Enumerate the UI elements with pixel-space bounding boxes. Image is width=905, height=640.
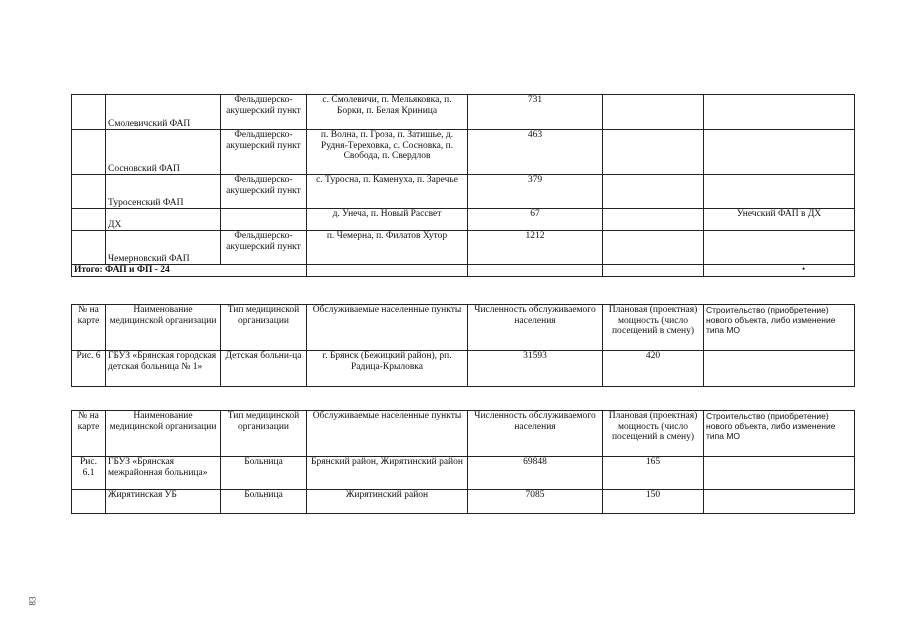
capacity-cell <box>603 175 704 209</box>
capacity-cell: 420 <box>603 351 704 387</box>
capacity-cell <box>603 130 704 175</box>
header-capacity: Плановая (проектная) мощность (число посещений в смену) <box>603 305 704 351</box>
table-row <box>72 95 855 130</box>
construction-cell <box>704 95 855 130</box>
table-row <box>72 231 855 265</box>
construction-cell <box>704 175 855 209</box>
header-num: № на карте <box>72 305 106 351</box>
places-cell: Жирятинский район <box>307 490 468 514</box>
num-cell: Рис. 6.1 <box>72 457 106 490</box>
type-cell: Фельдшерско-акушерский пункт <box>221 175 307 209</box>
table-row <box>72 351 855 387</box>
places-cell: с. Смолевичи, п. Мельяковка, п. Борки, п. Белая Криница <box>307 95 468 130</box>
construction-cell <box>704 231 855 265</box>
header-capacity: Плановая (проектная) мощность (число посещений в смену) <box>603 411 704 457</box>
name-cell: Жирятинская УБ <box>106 490 221 514</box>
num-cell <box>72 130 106 175</box>
header-places: Обслуживаемые населенные пункты <box>307 305 468 351</box>
page-number: 83 <box>27 596 38 606</box>
empty-cell <box>307 265 468 277</box>
num-cell <box>72 175 106 209</box>
type-cell: Больница <box>221 490 307 514</box>
num-cell <box>72 231 106 265</box>
num-cell <box>72 490 106 514</box>
stray-mark: • <box>802 264 806 274</box>
header-population: Численность обслуживаемого населения <box>468 411 603 457</box>
population-cell: 69848 <box>468 457 603 490</box>
table-row <box>72 209 855 231</box>
places-cell: п. Волна, п. Гроза, п. Затишье, д. Рудня-Тереховка, с. Сосновка, п. Свобода, п. Свердлов <box>307 130 468 175</box>
population-cell: 67 <box>468 209 603 231</box>
header-num: № на карте <box>72 411 106 457</box>
construction-cell <box>704 351 855 387</box>
name-cell: ГБУЗ «Брянская городская детская больница № 1» <box>106 351 221 387</box>
name-cell: ГБУЗ «Брянская межрайонная больница» <box>106 457 221 490</box>
places-cell: с. Туросна, п. Каменуха, п. Заречье <box>307 175 468 209</box>
name-cell: Сосновский ФАП <box>106 130 221 175</box>
header-construction: Строительство (приобретение) нового объекта, либо изменение типа МО <box>704 305 855 351</box>
construction-cell <box>704 130 855 175</box>
construction-cell: Унечский ФАП в ДХ <box>704 209 855 231</box>
header-type: Тип медицинской организации <box>221 411 307 457</box>
places-cell: Брянский район, Жирятинский район <box>307 457 468 490</box>
num-cell <box>72 95 106 130</box>
empty-cell <box>468 265 603 277</box>
name-cell: ДХ <box>106 209 221 231</box>
fap-table <box>71 94 855 277</box>
table-row <box>72 457 855 490</box>
table-row <box>72 130 855 175</box>
hospital-table-2 <box>71 410 855 514</box>
type-cell: Больница <box>221 457 307 490</box>
capacity-cell <box>603 209 704 231</box>
type-cell: Фельдшерско-акушерский пункт <box>221 130 307 175</box>
construction-cell <box>704 490 855 514</box>
header-row <box>72 411 855 457</box>
header-row <box>72 305 855 351</box>
population-cell: 31593 <box>468 351 603 387</box>
empty-cell <box>603 265 704 277</box>
num-cell: Рис. 6 <box>72 351 106 387</box>
capacity-cell <box>603 95 704 130</box>
population-cell: 379 <box>468 175 603 209</box>
population-cell: 7085 <box>468 490 603 514</box>
capacity-cell <box>603 231 704 265</box>
capacity-cell: 165 <box>603 457 704 490</box>
table-row <box>72 490 855 514</box>
places-cell: п. Чемерна, п. Филатов Хутор <box>307 231 468 265</box>
population-cell: 731 <box>468 95 603 130</box>
header-type: Тип медицинской организации <box>221 305 307 351</box>
capacity-cell: 150 <box>603 490 704 514</box>
header-name: Наименование медицинской организации <box>106 305 221 351</box>
name-cell: Смолевичский ФАП <box>106 95 221 130</box>
header-places: Обслуживаемые населенные пункты <box>307 411 468 457</box>
table-row <box>72 175 855 209</box>
population-cell: 1212 <box>468 231 603 265</box>
header-construction: Строительство (приобретение) нового объекта, либо изменение типа МО <box>704 411 855 457</box>
header-population: Численность обслуживаемого населения <box>468 305 603 351</box>
name-cell: Туросенский ФАП <box>106 175 221 209</box>
population-cell: 463 <box>468 130 603 175</box>
header-name: Наименование медицинской организации <box>106 411 221 457</box>
type-cell: Фельдшерско-акушерский пункт <box>221 95 307 130</box>
places-cell: г. Брянск (Бежицкий район), рп. Радица-Крыловка <box>307 351 468 387</box>
name-cell: Чемерновский ФАП <box>106 231 221 265</box>
total-label: Итого: ФАП и ФП - 24 <box>72 265 307 277</box>
places-cell: д. Унеча, п. Новый Рассвет <box>307 209 468 231</box>
type-cell: Детская больни-ца <box>221 351 307 387</box>
total-row <box>72 265 855 277</box>
construction-cell <box>704 457 855 490</box>
type-cell: Фельдшерско-акушерский пункт <box>221 231 307 265</box>
type-cell <box>221 209 307 231</box>
empty-cell <box>704 265 855 277</box>
num-cell <box>72 209 106 231</box>
hospital-table-1 <box>71 304 855 387</box>
